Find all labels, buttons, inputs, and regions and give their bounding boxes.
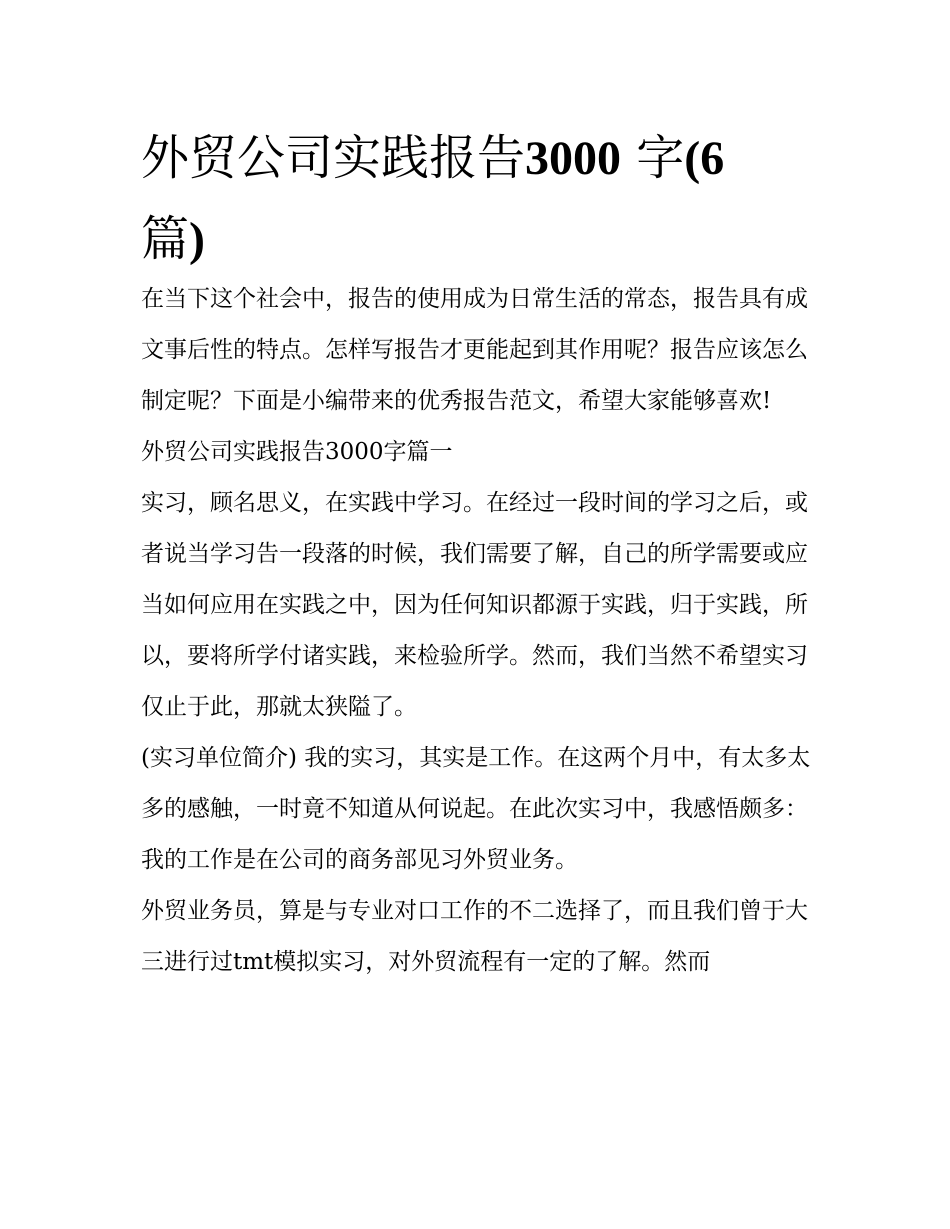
section-heading: 外贸公司实践报告3000字篇一 [141, 439, 453, 465]
document-title [141, 118, 821, 280]
document-body [141, 274, 813, 988]
body-paragraph-4: 外贸业务员，算是与专业对口工作的不二选择了，而且我们曾于大三进行过tmt模拟实习，对外贸流程有一定的了解。然而 [141, 898, 808, 975]
title-text-cjk: 外贸公司实践报告 [141, 130, 526, 186]
title-text-unit: 篇 [141, 211, 190, 267]
body-paragraph-1: 实习，顾名思义，在实践中学习。在经过一段时间的学习之后，或者说当学习告一段落的时候，我们需要了解，自己的所学需要或应当如何应用在实践之中，因为任何知识都源于实践，归于实践，所以，要将所学付诸实践，来检验所学。然而，我们当然不希望实习仅止于此，那就太狭隘了。 [141, 490, 808, 720]
body-paragraph-2: (实习单位简介) 我的实习，其实是工作。在这两个月中，有太多太多的感触，一时竟不知道从何说起。在此次实习中，我感悟颇多： [141, 745, 811, 822]
title-text-count: (6 [684, 132, 725, 185]
title-text-char: 字 [636, 130, 685, 186]
intro-paragraph: 在当下这个社会中，报告的使用成为日常生活的常态，报告具有成文事后性的特点。怎样写报告才更能起到其作用呢？报告应该怎么制定呢？下面是小编带来的优秀报告范文，希望大家能够喜欢! [141, 286, 808, 414]
title-text-paren: ) [189, 213, 205, 266]
body-paragraph-3: 我的工作是在公司的商务部见习外贸业务。 [141, 847, 578, 873]
title-text-number: 3000 [525, 132, 622, 185]
